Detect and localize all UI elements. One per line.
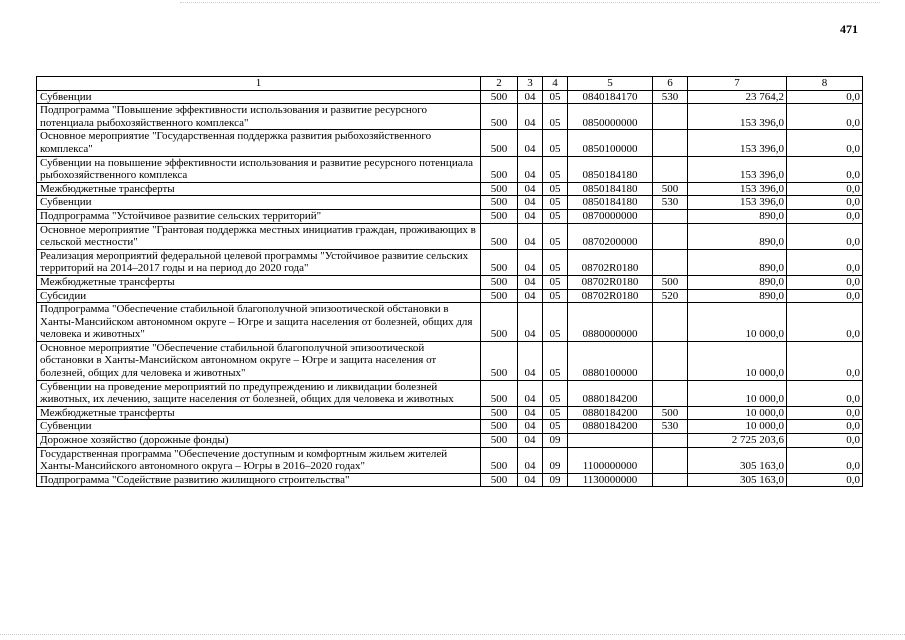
row-name-cell: Субсидии [37,289,481,303]
row-amount2-cell: 0,0 [787,209,863,223]
row-amount-cell: 890,0 [688,209,787,223]
row-code-cell: 500 [481,473,518,487]
row-name-cell: Субвенции [37,90,481,104]
row-target-article-cell: 0850184180 [568,156,653,182]
row-expense-type-cell: 530 [653,420,688,434]
row-amount2-cell: 0,0 [787,156,863,182]
table-row [37,341,863,380]
row-amount2-cell: 0,0 [787,447,863,473]
row-subsection-cell: 09 [543,434,568,448]
row-subsection-cell: 05 [543,209,568,223]
row-target-article-cell: 1100000000 [568,447,653,473]
row-amount-cell: 10 000,0 [688,341,787,380]
row-target-article-cell [568,434,653,448]
row-subsection-cell: 05 [543,289,568,303]
row-expense-type-cell [653,341,688,380]
header-row [37,77,863,91]
row-section-cell: 04 [518,130,543,156]
row-code-cell: 500 [481,104,518,130]
row-target-article-cell: 08702R0180 [568,289,653,303]
row-code-cell: 500 [481,249,518,275]
row-amount2-cell: 0,0 [787,249,863,275]
row-target-article-cell: 0850000000 [568,104,653,130]
page-number: 471 [840,22,858,36]
row-subsection-cell: 05 [543,341,568,380]
row-target-article-cell: 08702R0180 [568,249,653,275]
row-section-cell: 04 [518,447,543,473]
row-amount2-cell: 0,0 [787,275,863,289]
table-row [37,196,863,210]
table-row [37,380,863,406]
row-amount2-cell: 0,0 [787,434,863,448]
table-row [37,182,863,196]
row-target-article-cell: 0880000000 [568,303,653,342]
row-subsection-cell: 05 [543,380,568,406]
row-amount-cell: 2 725 203,6 [688,434,787,448]
row-amount-cell: 153 396,0 [688,196,787,210]
row-target-article-cell: 1130000000 [568,473,653,487]
table-row [37,104,863,130]
row-target-article-cell: 0880184200 [568,406,653,420]
row-amount2-cell: 0,0 [787,341,863,380]
row-name-cell: Субвенции [37,196,481,210]
row-amount2-cell: 0,0 [787,130,863,156]
row-amount2-cell: 0,0 [787,289,863,303]
row-subsection-cell: 05 [543,303,568,342]
row-expense-type-cell [653,130,688,156]
row-section-cell: 04 [518,380,543,406]
row-expense-type-cell: 530 [653,196,688,210]
row-section-cell: 04 [518,473,543,487]
row-code-cell: 500 [481,380,518,406]
row-amount2-cell: 0,0 [787,380,863,406]
row-name-cell: Подпрограмма "Обеспечение стабильной благополучной эпизоотической обстановки в Ханты-Мансийском автономном округе – Югре и защита населения от болезней, общих для человека и животных" [37,303,481,342]
row-code-cell: 500 [481,90,518,104]
row-subsection-cell: 05 [543,275,568,289]
row-code-cell: 500 [481,447,518,473]
row-amount-cell: 890,0 [688,289,787,303]
row-amount2-cell: 0,0 [787,196,863,210]
row-name-cell: Межбюджетные трансферты [37,275,481,289]
row-target-article-cell: 0870000000 [568,209,653,223]
row-section-cell: 04 [518,406,543,420]
row-amount-cell: 890,0 [688,223,787,249]
row-code-cell: 500 [481,275,518,289]
table-row [37,209,863,223]
row-name-cell: Государственная программа "Обеспечение доступным и комфортным жильем жителей Ханты-Мансийского автономного округа – Югры в 2016–2020 годах" [37,447,481,473]
table-row [37,289,863,303]
row-target-article-cell: 0870200000 [568,223,653,249]
row-name-cell: Дорожное хозяйство (дорожные фонды) [37,434,481,448]
row-section-cell: 04 [518,434,543,448]
row-amount-cell: 10 000,0 [688,420,787,434]
row-amount2-cell: 0,0 [787,90,863,104]
row-name-cell: Субвенции на повышение эффективности использования и развитие ресурсного потенциала рыбохозяйственного комплекса [37,156,481,182]
table-row [37,90,863,104]
row-name-cell: Основное мероприятие "Обеспечение стабильной благополучной эпизоотической обстановки в Ханты-Мансийском автономном округе – Югре и защита населения от болезней, общих для человека и животных" [37,341,481,380]
table-row [37,473,863,487]
header-cell: 8 [787,77,863,91]
row-section-cell: 04 [518,196,543,210]
row-section-cell: 04 [518,182,543,196]
row-name-cell: Подпрограмма "Устойчивое развитие сельских территорий" [37,209,481,223]
row-section-cell: 04 [518,209,543,223]
row-subsection-cell: 05 [543,249,568,275]
row-subsection-cell: 05 [543,156,568,182]
row-section-cell: 04 [518,156,543,182]
row-target-article-cell: 0880184200 [568,420,653,434]
row-expense-type-cell [653,447,688,473]
row-subsection-cell: 09 [543,447,568,473]
row-section-cell: 04 [518,104,543,130]
row-section-cell: 04 [518,249,543,275]
row-code-cell: 500 [481,196,518,210]
scan-artifact-bottom [0,634,905,635]
row-expense-type-cell [653,473,688,487]
row-name-cell: Подпрограмма "Повышение эффективности использования и развитие ресурсного потенциала рыбохозяйственного комплекса" [37,104,481,130]
row-code-cell: 500 [481,223,518,249]
row-amount-cell: 10 000,0 [688,406,787,420]
row-code-cell: 500 [481,182,518,196]
row-amount2-cell: 0,0 [787,420,863,434]
row-name-cell: Субвенции [37,420,481,434]
header-cell: 2 [481,77,518,91]
row-target-article-cell: 0880184200 [568,380,653,406]
row-name-cell: Реализация мероприятий федеральной целевой программы "Устойчивое развитие сельских территорий на 2014–2017 годы и на период до 2020 года" [37,249,481,275]
header-cell: 6 [653,77,688,91]
row-expense-type-cell: 500 [653,275,688,289]
row-code-cell: 500 [481,420,518,434]
table-row [37,303,863,342]
row-section-cell: 04 [518,223,543,249]
row-amount-cell: 153 396,0 [688,182,787,196]
row-subsection-cell: 05 [543,90,568,104]
row-amount2-cell: 0,0 [787,223,863,249]
row-target-article-cell: 0880100000 [568,341,653,380]
table-row [37,420,863,434]
row-code-cell: 500 [481,156,518,182]
row-subsection-cell: 05 [543,182,568,196]
table-row [37,130,863,156]
row-amount-cell: 23 764,2 [688,90,787,104]
row-section-cell: 04 [518,275,543,289]
table-row [37,434,863,448]
row-expense-type-cell: 520 [653,289,688,303]
row-amount-cell: 153 396,0 [688,130,787,156]
row-amount-cell: 10 000,0 [688,303,787,342]
row-name-cell: Основное мероприятие "Государственная поддержка развития рыбохозяйственного комплекса" [37,130,481,156]
row-subsection-cell: 05 [543,104,568,130]
row-amount-cell: 153 396,0 [688,156,787,182]
header-cell: 1 [37,77,481,91]
row-amount2-cell: 0,0 [787,406,863,420]
row-code-cell: 500 [481,434,518,448]
row-section-cell: 04 [518,303,543,342]
row-expense-type-cell [653,104,688,130]
row-amount2-cell: 0,0 [787,473,863,487]
row-expense-type-cell [653,156,688,182]
table-row [37,275,863,289]
row-subsection-cell: 05 [543,130,568,156]
row-amount2-cell: 0,0 [787,303,863,342]
row-name-cell: Межбюджетные трансферты [37,406,481,420]
row-expense-type-cell: 500 [653,406,688,420]
row-code-cell: 500 [481,341,518,380]
row-expense-type-cell [653,434,688,448]
row-subsection-cell: 05 [543,406,568,420]
row-expense-type-cell [653,209,688,223]
budget-table [36,76,863,487]
row-section-cell: 04 [518,289,543,303]
row-target-article-cell: 0850184180 [568,182,653,196]
table-row [37,447,863,473]
row-name-cell: Основное мероприятие "Грантовая поддержка местных инициатив граждан, проживающих в сельской местности" [37,223,481,249]
row-amount-cell: 10 000,0 [688,380,787,406]
row-code-cell: 500 [481,130,518,156]
row-expense-type-cell: 500 [653,182,688,196]
row-subsection-cell: 09 [543,473,568,487]
row-expense-type-cell [653,303,688,342]
row-section-cell: 04 [518,420,543,434]
scan-artifact-top [180,2,880,3]
row-section-cell: 04 [518,341,543,380]
row-amount-cell: 890,0 [688,249,787,275]
row-expense-type-cell [653,380,688,406]
table-row [37,249,863,275]
row-target-article-cell: 08702R0180 [568,275,653,289]
header-cell: 4 [543,77,568,91]
row-code-cell: 500 [481,209,518,223]
row-target-article-cell: 0850100000 [568,130,653,156]
header-cell: 7 [688,77,787,91]
row-amount2-cell: 0,0 [787,104,863,130]
row-expense-type-cell: 530 [653,90,688,104]
row-code-cell: 500 [481,303,518,342]
row-section-cell: 04 [518,90,543,104]
row-expense-type-cell [653,223,688,249]
row-name-cell: Подпрограмма "Содействие развитию жилищного строительства" [37,473,481,487]
row-subsection-cell: 05 [543,420,568,434]
row-code-cell: 500 [481,289,518,303]
row-name-cell: Межбюджетные трансферты [37,182,481,196]
table-row [37,223,863,249]
row-amount-cell: 153 396,0 [688,104,787,130]
row-subsection-cell: 05 [543,196,568,210]
header-cell: 5 [568,77,653,91]
row-name-cell: Субвенции на проведение мероприятий по предупреждению и ликвидации болезней животных, их лечению, защите населения от болезней, общих для человека и животных [37,380,481,406]
row-expense-type-cell [653,249,688,275]
row-target-article-cell: 0840184170 [568,90,653,104]
row-amount-cell: 890,0 [688,275,787,289]
row-amount-cell: 305 163,0 [688,473,787,487]
row-amount2-cell: 0,0 [787,182,863,196]
header-cell: 3 [518,77,543,91]
row-subsection-cell: 05 [543,223,568,249]
row-target-article-cell: 0850184180 [568,196,653,210]
table-row [37,406,863,420]
row-amount-cell: 305 163,0 [688,447,787,473]
table-row [37,156,863,182]
row-code-cell: 500 [481,406,518,420]
